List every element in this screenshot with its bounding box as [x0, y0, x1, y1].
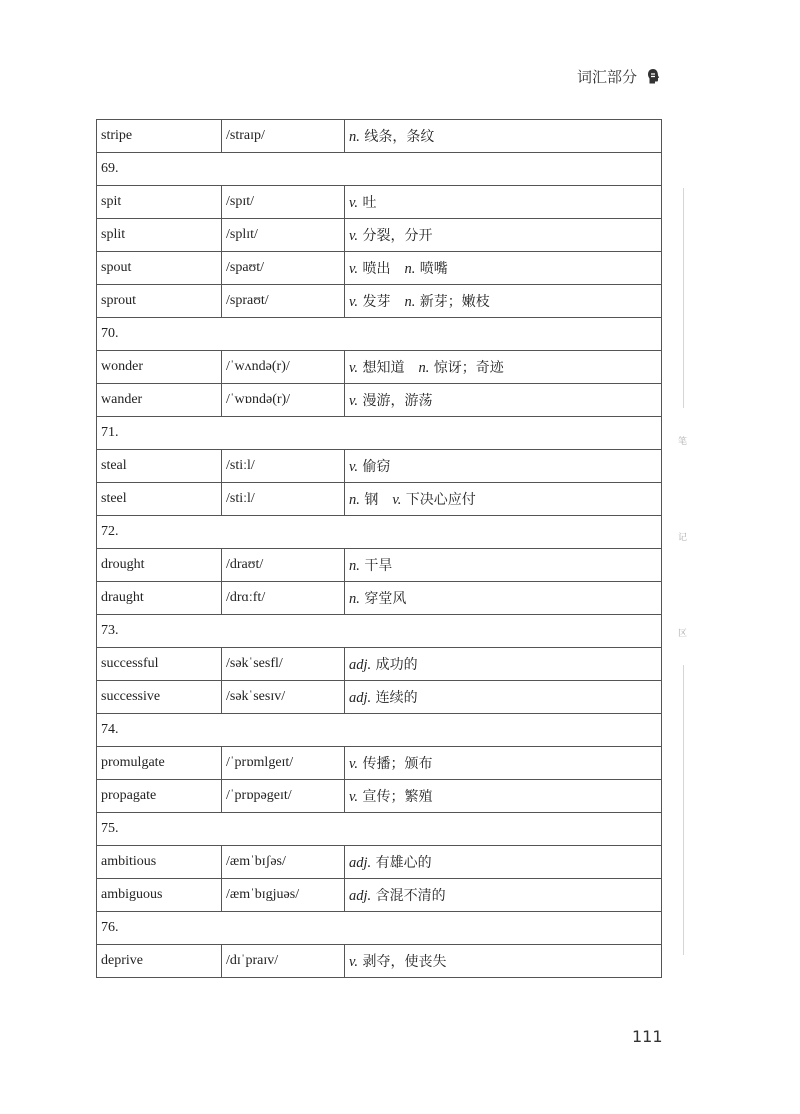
notes-sidebar-line-top [683, 188, 684, 408]
word-cell: wonder [97, 351, 222, 384]
vocab-row [97, 681, 662, 714]
part-of-speech: n. [418, 360, 430, 376]
definition-cell [345, 120, 662, 153]
vocab-row [97, 549, 662, 582]
part-of-speech: n. [404, 294, 416, 310]
part-of-speech: adj. [349, 888, 372, 904]
head-silhouette-icon [647, 68, 660, 85]
part-of-speech: v. [349, 360, 358, 376]
notes-sidebar-char: 记 [678, 533, 688, 543]
definition-text: 剥夺，使丧失 [362, 954, 447, 970]
definition-text: 含混不清的 [375, 888, 446, 904]
page-header [577, 66, 660, 87]
definition-cell [345, 285, 662, 318]
word-cell: wander [97, 384, 222, 417]
group-number: 69. [97, 153, 662, 186]
definition-text: 线条，条纹 [364, 129, 435, 145]
definition-cell [345, 945, 662, 978]
definition-cell [345, 219, 662, 252]
part-of-speech: v. [349, 261, 358, 277]
definition-text: 成功的 [375, 657, 418, 673]
word-cell: deprive [97, 945, 222, 978]
notes-sidebar-char: 区 [678, 629, 688, 639]
group-number: 75. [97, 813, 662, 846]
definition-text: 宣传；繁殖 [362, 789, 433, 805]
word-cell: spout [97, 252, 222, 285]
definition-text: 偷窃 [362, 459, 391, 475]
group-row [97, 417, 662, 450]
part-of-speech: v. [349, 954, 358, 970]
definition-text: 新芽；嫩枝 [419, 294, 490, 310]
definition-text: 想知道 [362, 360, 405, 376]
definition-text: 喷嘴 [419, 261, 448, 277]
group-row [97, 615, 662, 648]
definition-text: 干旱 [364, 558, 393, 574]
definition-cell [345, 186, 662, 219]
definition-text: 连续的 [375, 690, 418, 706]
part-of-speech: adj. [349, 690, 372, 706]
vocab-row [97, 879, 662, 912]
word-cell: sprout [97, 285, 222, 318]
phonetic-cell: /spɪt/ [222, 186, 345, 219]
vocab-row [97, 351, 662, 384]
vocab-row [97, 747, 662, 780]
phonetic-cell: /səkˈsesɪv/ [222, 681, 345, 714]
definition-text: 传播；颁布 [362, 756, 433, 772]
phonetic-cell: /spraʊt/ [222, 285, 345, 318]
definition-cell [345, 879, 662, 912]
vocab-row [97, 120, 662, 153]
group-row [97, 912, 662, 945]
vocab-row [97, 780, 662, 813]
definition-cell [345, 582, 662, 615]
phonetic-cell: /ˈprɒmlgeɪt/ [222, 747, 345, 780]
definition-cell [345, 549, 662, 582]
definition-cell [345, 648, 662, 681]
phonetic-cell: /straɪp/ [222, 120, 345, 153]
vocab-row [97, 219, 662, 252]
phonetic-cell: /splɪt/ [222, 219, 345, 252]
definition-cell [345, 846, 662, 879]
word-cell: drought [97, 549, 222, 582]
part-of-speech: n. [349, 558, 360, 574]
part-of-speech: v. [349, 228, 358, 244]
definition-text: 漫游，游荡 [362, 393, 433, 409]
group-row [97, 153, 662, 186]
word-cell: split [97, 219, 222, 252]
phonetic-cell: /dɪˈpraɪv/ [222, 945, 345, 978]
vocab-row [97, 186, 662, 219]
definition-text: 惊讶；奇迹 [433, 360, 504, 376]
definition-cell [345, 450, 662, 483]
part-of-speech: v. [349, 294, 358, 310]
definition-cell [345, 351, 662, 384]
phonetic-cell: /drɑːft/ [222, 582, 345, 615]
phonetic-cell: /draʊt/ [222, 549, 345, 582]
section-title: 词汇部分 [576, 68, 637, 86]
phonetic-cell: /ˈprɒpəgeɪt/ [222, 780, 345, 813]
vocab-row [97, 945, 662, 978]
group-number: 70. [97, 318, 662, 351]
definition-cell [345, 384, 662, 417]
word-cell: ambitious [97, 846, 222, 879]
definition-cell [345, 681, 662, 714]
group-number: 72. [97, 516, 662, 549]
part-of-speech: v. [392, 492, 402, 508]
group-row [97, 813, 662, 846]
part-of-speech: adj. [349, 855, 372, 871]
phonetic-cell: /stiːl/ [222, 450, 345, 483]
group-number: 71. [97, 417, 662, 450]
definition-text: 有雄心的 [375, 855, 432, 871]
definition-text: 下决心应付 [405, 492, 476, 508]
part-of-speech: adj. [349, 657, 372, 673]
word-cell: draught [97, 582, 222, 615]
definition-cell [345, 483, 662, 516]
group-number: 74. [97, 714, 662, 747]
definition-text: 钢 [364, 492, 379, 508]
vocab-row [97, 846, 662, 879]
part-of-speech: n. [349, 492, 360, 508]
word-cell: spit [97, 186, 222, 219]
word-cell: steel [97, 483, 222, 516]
part-of-speech: n. [349, 591, 360, 607]
word-cell: propagate [97, 780, 222, 813]
phonetic-cell: /stiːl/ [222, 483, 345, 516]
phonetic-cell: /ˈwɒndə(r)/ [222, 384, 345, 417]
word-cell: successful [97, 648, 222, 681]
word-cell: steal [97, 450, 222, 483]
part-of-speech: n. [349, 129, 360, 145]
vocab-row [97, 384, 662, 417]
definition-text: 喷出 [362, 261, 391, 277]
vocabulary-table [96, 119, 662, 978]
phonetic-cell: /spaʊt/ [222, 252, 345, 285]
definition-cell [345, 747, 662, 780]
group-row [97, 318, 662, 351]
definition-text: 穿堂风 [364, 591, 407, 607]
group-number: 73. [97, 615, 662, 648]
vocab-row [97, 483, 662, 516]
definition-text: 分裂，分开 [362, 228, 433, 244]
part-of-speech: v. [349, 789, 358, 805]
vocab-row [97, 582, 662, 615]
part-of-speech: v. [349, 459, 358, 475]
definition-cell [345, 780, 662, 813]
page-number: 111 [632, 1027, 663, 1046]
group-row [97, 516, 662, 549]
part-of-speech: v. [349, 393, 358, 409]
word-cell: promulgate [97, 747, 222, 780]
definition-cell [345, 252, 662, 285]
word-cell: successive [97, 681, 222, 714]
definition-text: 吐 [362, 195, 377, 211]
notes-sidebar-char: 笔 [678, 437, 688, 447]
vocab-row [97, 252, 662, 285]
vocab-row [97, 285, 662, 318]
vocab-row [97, 648, 662, 681]
vocab-row [97, 450, 662, 483]
phonetic-cell: /æmˈbɪʃəs/ [222, 846, 345, 879]
phonetic-cell: /æmˈbɪgjuəs/ [222, 879, 345, 912]
phonetic-cell: /səkˈsesfl/ [222, 648, 345, 681]
phonetic-cell: /ˈwʌndə(r)/ [222, 351, 345, 384]
part-of-speech: v. [349, 195, 358, 211]
part-of-speech: n. [404, 261, 416, 277]
part-of-speech: v. [349, 756, 358, 772]
group-row [97, 714, 662, 747]
definition-text: 发芽 [362, 294, 391, 310]
notes-sidebar-line-bottom [683, 665, 684, 955]
word-cell: ambiguous [97, 879, 222, 912]
group-number: 76. [97, 912, 662, 945]
word-cell: stripe [97, 120, 222, 153]
